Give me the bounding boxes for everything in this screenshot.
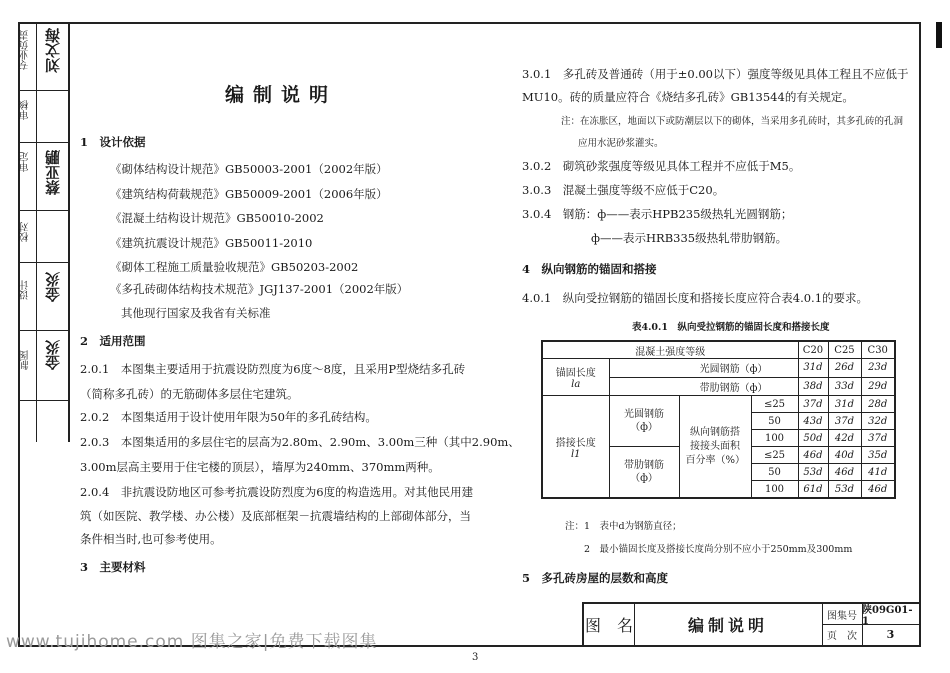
table-cell: 23d xyxy=(861,359,895,378)
ref-item: 《砌体结构设计规范》GB50003-2001（2002年版） xyxy=(110,162,388,176)
table-cell: 50d xyxy=(798,430,828,447)
section-2-heading: 2 适用范围 xyxy=(80,334,146,348)
table-cell: 37d xyxy=(798,396,828,413)
strip-cell-approve xyxy=(18,142,68,211)
pct-cell: ≤25 xyxy=(751,396,798,413)
clause-2-0-4: 2.0.4 非抗震设防地区可参考抗震设防烈度为6度的构造选用。对其他民用建 xyxy=(80,485,474,499)
lap-ribbed-label: 带肋钢筋（ф） xyxy=(609,447,679,499)
strip-label-draw: 制图 xyxy=(20,350,31,370)
anchor-symbol: la xyxy=(571,379,581,390)
table-cell: 53d xyxy=(798,464,828,481)
title-block-name: 编制说明 xyxy=(634,604,823,645)
ref-item: 《多孔砖砌体结构技术规范》JGJ137-2001（2002年版） xyxy=(110,282,409,296)
anchor-ribbed-label: 带肋钢筋（ф） xyxy=(609,377,798,396)
table-cell: 41d xyxy=(861,464,895,481)
section-1-heading: 1 设计依据 xyxy=(80,135,146,149)
clause-3-0-4-cont: ф——表示HRB335级热轧带肋钢筋。 xyxy=(591,231,788,245)
signature-draw: 金炎 xyxy=(44,340,62,370)
table-cell: 43d xyxy=(798,413,828,430)
pct-cell: ≤25 xyxy=(751,447,798,464)
strip-label-approve: 审定 xyxy=(20,152,31,172)
signature-design: 金炎 xyxy=(44,272,62,302)
strip-label-review: 审核 xyxy=(20,100,31,120)
note-3-0-1-cont: 应用水泥砂浆灌实。 xyxy=(578,138,664,149)
title-block-name-label: 图 名 xyxy=(584,604,635,645)
strip-label-design: 设计 xyxy=(20,280,31,300)
table-cell: 31d xyxy=(798,359,828,378)
pct-cell: 100 xyxy=(751,481,798,499)
table-header-grade: 混凝土强度等级 xyxy=(542,341,798,359)
clause-2-0-3: 2.0.3 本图集适用的多层住宅的层高为2.80m、2.90m、3.00m三种（其中2.90m、 xyxy=(80,435,520,449)
page-title: 编制说明 xyxy=(225,84,338,106)
page-no: 3 xyxy=(886,628,895,641)
table-cell: 31d xyxy=(828,396,861,413)
strip-cell-draw xyxy=(18,330,68,401)
table-cell: 46d xyxy=(828,464,861,481)
clause-3-0-1-cont: MU10。砖的质量应符合《烧结多孔砖》GB13544的有关规定。 xyxy=(522,90,854,104)
pct-cell: 50 xyxy=(751,413,798,430)
table-cell: 53d xyxy=(828,481,861,499)
table-cell: 32d xyxy=(861,413,895,430)
clause-2-0-3-cont: 3.00m层高主要用于住宅楼的顶层），墙厚为240mm、370mm两种。 xyxy=(80,460,440,474)
anchor-label-cell xyxy=(542,359,609,396)
table-note-1: 注：1 表中d为钢筋直径； xyxy=(565,521,682,532)
scan-edge-mark xyxy=(936,22,942,48)
strip-cell-check xyxy=(18,210,68,263)
lap-label: 搭接长度 xyxy=(555,437,596,449)
table-cell: 46d xyxy=(861,481,895,499)
table-cell: 38d xyxy=(798,377,828,396)
page-number: 3 xyxy=(472,652,479,663)
table-caption: 表4.0.1 纵向受拉钢筋的锚固长度和搭接长度 xyxy=(632,322,830,333)
clause-2-0-4-cont: 筑（如医院、教学楼、办公楼）及底部框架－抗震墙结构的上部砌体部分，当 xyxy=(80,509,471,523)
ref-item: 《砌体工程施工质量验收规范》GB50203-2002 xyxy=(110,260,359,274)
table-cell: 26d xyxy=(828,359,861,378)
title-block xyxy=(582,602,921,647)
strip-label-check: 校对 xyxy=(20,222,31,242)
lap-label-cell xyxy=(542,396,609,499)
grade-c30: C30 xyxy=(861,341,895,359)
clause-3-0-3: 3.0.3 混凝土强度等级不应低于C20。 xyxy=(522,183,725,197)
strip-cell-review xyxy=(18,90,68,143)
ref-item: 《建筑结构荷载规范》GB50009-2001（2006年版） xyxy=(110,187,388,201)
section-5-heading: 5 多孔砖房屋的层数和高度 xyxy=(522,571,669,585)
signature-head: 刘文海 xyxy=(44,28,62,73)
table-cell: 61d xyxy=(798,481,828,499)
pct-label: 纵向钢筋搭接接头面积百分率（%） xyxy=(679,396,751,499)
table-cell: 46d xyxy=(798,447,828,464)
anchor-label: 锚固长度 xyxy=(555,368,596,379)
table-cell: 42d xyxy=(828,430,861,447)
clause-3-0-1: 3.0.1 多孔砖及普通砖（用于±0.00以下）强度等级见具体工程且不应低于 xyxy=(522,67,909,81)
signature-approve: 蔡亚鹏 xyxy=(44,150,62,195)
table-cell: 33d xyxy=(828,377,861,396)
table-note-2: 2 最小锚固长度及搭接长度尚分别不应小于250mm及300mm xyxy=(584,544,853,555)
pct-cell: 50 xyxy=(751,464,798,481)
watermark: www.tujihome.com 图集之家|免费下载图集 xyxy=(6,632,378,652)
page-no-label: 页 次 xyxy=(822,624,863,645)
strip-label-head: 专业负责 xyxy=(20,30,31,70)
grade-c20: C20 xyxy=(798,341,828,359)
strip-cell-design xyxy=(18,262,68,331)
ref-item: 《建筑抗震设计规范》GB50011-2010 xyxy=(110,236,313,250)
strip-cell-head xyxy=(18,22,68,91)
grade-c25: C25 xyxy=(828,341,861,359)
clause-3-0-4: 3.0.4 钢筋：ф——表示HPB235级热轧光圆钢筋； xyxy=(522,207,793,221)
clause-2-0-2: 2.0.2 本图集适用于设计使用年限为50年的多孔砖结构。 xyxy=(80,410,377,424)
atlas-no-label: 图集号 xyxy=(822,604,863,625)
table-cell: 37d xyxy=(861,430,895,447)
lap-symbol: l1 xyxy=(570,448,581,460)
section-4-heading: 4 纵向钢筋的锚固和搭接 xyxy=(522,262,657,276)
clause-4-0-1: 4.0.1 纵向受拉钢筋的锚固长度和搭接长度应符合表4.0.1的要求。 xyxy=(522,291,869,305)
anchor-plain-label: 光圆钢筋（ф） xyxy=(609,359,798,378)
ref-item: 《混凝土结构设计规范》GB50010-2002 xyxy=(110,211,324,225)
anchorage-lap-table xyxy=(541,340,896,499)
table-cell: 28d xyxy=(861,396,895,413)
table-cell: 37d xyxy=(828,413,861,430)
ref-item: 其他现行国家及我省有关标准 xyxy=(121,306,271,320)
signature-strip xyxy=(18,22,70,442)
clause-2-0-1-cont: （简称多孔砖）的无筋砌体多层住宅建筑。 xyxy=(80,387,299,401)
table-cell: 35d xyxy=(861,447,895,464)
atlas-no: 陕09G01-1 xyxy=(862,604,919,625)
table-cell: 29d xyxy=(861,377,895,396)
clause-2-0-4-cont2: 条件相当时,也可参考使用。 xyxy=(80,532,222,546)
note-3-0-1: 注：在冻胀区，地面以下或防潮层以下的砌体，当采用多孔砖时，其多孔砖的孔洞 xyxy=(561,116,904,127)
clause-3-0-2: 3.0.2 砌筑砂浆强度等级见具体工程并不应低于M5。 xyxy=(522,159,801,173)
lap-plain-label: 光圆钢筋（ф） xyxy=(609,396,679,447)
clause-2-0-1: 2.0.1 本图集主要适用于抗震设防烈度为6度～8度，且采用P型烧结多孔砖 xyxy=(80,362,466,376)
pct-cell: 100 xyxy=(751,430,798,447)
section-3-heading: 3 主要材料 xyxy=(80,560,146,574)
table-cell: 40d xyxy=(828,447,861,464)
